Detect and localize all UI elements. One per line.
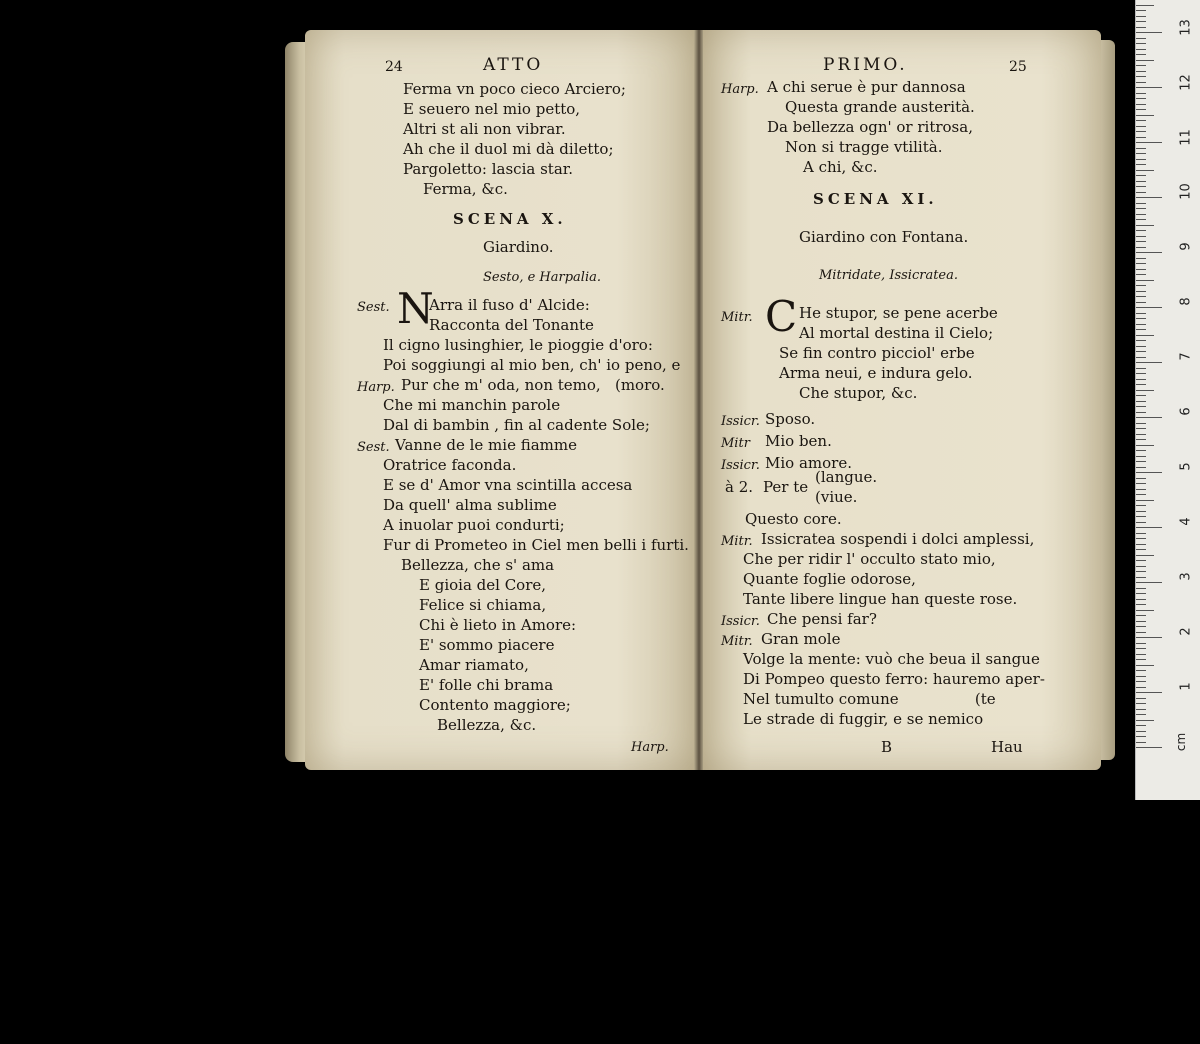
song-line: E' folle chi brama	[419, 676, 554, 694]
catchword: Harp.	[631, 740, 669, 755]
ruler-tick	[1136, 148, 1146, 149]
speaker-label: Mitr.	[721, 634, 753, 649]
ruler-tick	[1136, 236, 1146, 237]
ruler-tick	[1136, 186, 1146, 187]
drop-capital: N	[397, 284, 434, 333]
verse-line: Tante libere lingue han queste rose.	[743, 590, 1018, 608]
dialogue-text: Mio amore.	[765, 454, 852, 472]
ruler-number: 3	[1178, 572, 1194, 581]
ruler-tick	[1136, 285, 1146, 286]
ruler-tick	[1136, 170, 1154, 171]
ruler-tick	[1136, 32, 1162, 33]
ruler-tick	[1136, 714, 1146, 715]
verse-line: Non si tragge vtilità.	[785, 138, 943, 156]
ruler-tick	[1136, 692, 1162, 693]
ruler-tick	[1136, 445, 1154, 446]
ruler-tick	[1136, 555, 1154, 556]
ruler-tick	[1136, 65, 1146, 66]
verse-line: Vanne de le mie fiamme	[395, 436, 577, 454]
ruler-tick	[1136, 71, 1146, 72]
verse-line: Quante foglie odorose,	[743, 570, 916, 588]
ruler-tick	[1136, 742, 1146, 743]
ruler-tick	[1136, 390, 1154, 391]
song-line: Felice si chiama,	[419, 596, 547, 614]
ruler-tick	[1136, 291, 1146, 292]
verse-line: Di Pompeo questo ferro: hauremo aper-	[743, 670, 1045, 688]
speaker-label: Mitr.	[721, 310, 753, 325]
ruler-tick	[1136, 681, 1146, 682]
verse-line: Volge la mente: vuò che beua il sangue	[743, 650, 1040, 668]
ruler-tick	[1136, 434, 1146, 435]
verse-line: Ferma vn poco cieco Arciero;	[403, 80, 626, 98]
running-head: ATTO	[483, 55, 544, 75]
ruler-tick	[1136, 263, 1146, 264]
ruler-tick	[1136, 181, 1146, 182]
ruler-tick	[1136, 461, 1146, 462]
ruler-tick	[1136, 450, 1146, 451]
ruler-tick	[1136, 131, 1146, 132]
ruler-tick	[1136, 93, 1146, 94]
verse-line: E se d' Amor vna scintilla accesa	[383, 476, 633, 494]
ruler-tick	[1136, 731, 1146, 732]
ruler-tick	[1136, 500, 1154, 501]
ruler-tick	[1136, 43, 1146, 44]
verse-line: Le strade di fuggir, e se nemico	[743, 710, 984, 728]
ruler-tick	[1136, 384, 1146, 385]
song-line: E gioia del Core,	[419, 576, 547, 594]
ruler-tick	[1136, 538, 1146, 539]
ruler-tick	[1136, 467, 1146, 468]
ruler-tick	[1136, 610, 1154, 611]
ruler-tick	[1136, 401, 1146, 402]
scene-persons: Sesto, e Harpalia.	[483, 270, 601, 285]
verse-line: Racconta del Tonante	[429, 316, 594, 334]
ruler-tick	[1136, 665, 1154, 666]
verse-line: Questo core.	[745, 510, 842, 528]
ruler-tick	[1136, 208, 1146, 209]
ruler-tick	[1136, 736, 1146, 737]
ruler-tick	[1136, 637, 1162, 638]
ruler-tick	[1136, 439, 1146, 440]
ruler-tick	[1136, 296, 1146, 297]
ruler-tick	[1136, 219, 1146, 220]
ruler-tick	[1136, 709, 1146, 710]
verse-line: Che stupor, &c.	[799, 384, 918, 402]
ruler-number: 10	[1178, 183, 1194, 200]
ruler-tick	[1136, 76, 1146, 77]
brace-word-langue: langue.	[820, 468, 878, 486]
ruler-tick	[1136, 395, 1146, 396]
verse-line: E seuero nel mio petto,	[403, 100, 581, 118]
ruler-tick	[1136, 687, 1146, 688]
verse-line: A chi serue è pur dannosa	[767, 78, 966, 96]
brace-line-top: (langue.	[815, 468, 878, 486]
ruler-tick	[1136, 456, 1146, 457]
ruler-tick	[1136, 27, 1146, 28]
ruler-tick	[1136, 153, 1146, 154]
ruler-tick	[1136, 571, 1146, 572]
ruler-tick	[1136, 626, 1146, 627]
ruler-tick	[1136, 87, 1162, 88]
ruler-tick	[1136, 522, 1146, 523]
verse-line: Ferma, &c.	[423, 180, 508, 198]
ruler-tick	[1136, 516, 1146, 517]
song-line: Chi è lieto in Amore:	[419, 616, 577, 634]
running-head: PRIMO.	[823, 55, 908, 75]
ruler-tick	[1136, 230, 1146, 231]
speaker-label: Issicr.	[721, 414, 760, 429]
ruler-number: 8	[1178, 297, 1194, 306]
ruler-tick	[1136, 324, 1146, 325]
ruler-tick	[1136, 654, 1146, 655]
ruler-tick	[1136, 544, 1146, 545]
speaker-label: Mitr.	[721, 534, 753, 549]
scene-persons: Mitridate, Issicratea.	[819, 268, 959, 283]
song-line: Bellezza, &c.	[437, 716, 537, 734]
scene-heading: SCENA X.	[453, 210, 567, 228]
ruler-number: 9	[1178, 242, 1194, 251]
verse-line: Da bellezza ogn' or ritrosa,	[767, 118, 973, 136]
speaker-label: Harp.	[357, 380, 395, 395]
ruler-tick	[1136, 670, 1146, 671]
ruler-tick	[1136, 318, 1146, 319]
verse-line: Che mi manchin parole	[383, 396, 561, 414]
song-line: E' sommo piacere	[419, 636, 555, 654]
ruler-tick	[1136, 307, 1162, 308]
ruler-tick	[1136, 98, 1146, 99]
scene-place: Giardino con Fontana.	[799, 228, 969, 246]
ruler-tick	[1136, 214, 1146, 215]
ruler-tick	[1136, 604, 1146, 605]
ruler-tick	[1136, 472, 1162, 473]
ruler-tick	[1136, 247, 1146, 248]
verse-line: Al mortal destina il Cielo;	[799, 324, 994, 342]
ruler-tick	[1136, 362, 1162, 363]
verse-line: Ah che il duol mi dà diletto;	[403, 140, 614, 158]
ruler-tick	[1136, 483, 1146, 484]
ruler-number: 11	[1178, 129, 1194, 146]
ruler-tick	[1136, 599, 1146, 600]
ruler-tick	[1136, 373, 1146, 374]
dialogue-text: Per te	[763, 478, 809, 496]
scene-heading: SCENA XI.	[813, 190, 938, 208]
verse-line: Fur di Prometeo in Ciel men belli i furti.	[383, 536, 689, 554]
ruler-number: 12	[1178, 74, 1194, 91]
ruler-tick	[1136, 593, 1146, 594]
ruler-number: 7	[1178, 352, 1194, 361]
ruler-tick	[1136, 566, 1146, 567]
speaker-label: Sest.	[357, 440, 390, 455]
ruler-tick	[1136, 335, 1154, 336]
ruler-tick	[1136, 38, 1146, 39]
verse-line: Che per ridir l' occulto stato mio,	[743, 550, 996, 568]
verse-line: Pur che m' oda, non temo, (moro.	[401, 376, 665, 394]
ruler-tick	[1136, 621, 1146, 622]
verse-line: Questa grande austerità.	[785, 98, 975, 116]
speaker-label: Harp.	[721, 82, 759, 97]
ruler-tick	[1136, 676, 1146, 677]
speaker-label: Issicr.	[721, 614, 760, 629]
verse-line: A chi, &c.	[803, 158, 878, 176]
verse-line: Oratrice faconda.	[383, 456, 517, 474]
ruler-tick	[1136, 21, 1146, 22]
ruler-tick	[1136, 417, 1162, 418]
ruler-number: 4	[1178, 517, 1194, 526]
ruler-tick	[1136, 329, 1146, 330]
ruler-tick	[1136, 274, 1146, 275]
speaker-label: Sest.	[357, 300, 390, 315]
ruler-tick	[1136, 54, 1146, 55]
ruler-tick	[1136, 725, 1146, 726]
ruler-tick	[1136, 269, 1146, 270]
ruler-tick	[1136, 505, 1146, 506]
ruler-tick	[1136, 60, 1154, 61]
scene-place: Giardino.	[483, 238, 554, 256]
open-book	[285, 22, 1115, 774]
signature-mark: B	[881, 738, 893, 756]
ruler-tick	[1136, 494, 1146, 495]
ruler-tick	[1136, 159, 1146, 160]
speaker-label: Mitr	[721, 436, 750, 451]
ruler-tick	[1136, 577, 1146, 578]
ruler-tick	[1136, 302, 1146, 303]
ruler-tick	[1136, 115, 1154, 116]
ruler-tick	[1136, 698, 1146, 699]
speaker-label: à 2.	[725, 478, 754, 496]
catchword: Hau	[991, 738, 1023, 756]
ruler-tick	[1136, 423, 1146, 424]
ruler-tick	[1136, 747, 1162, 748]
verse-line: Nel tumulto comune (te	[743, 690, 996, 708]
ruler-tick	[1136, 109, 1146, 110]
ruler-tick	[1136, 175, 1146, 176]
ruler-tick	[1136, 720, 1154, 721]
ruler-tick	[1136, 489, 1146, 490]
ruler-tick	[1136, 588, 1146, 589]
verse-line: Se fin contro picciol' erbe	[779, 344, 975, 362]
ruler-tick	[1136, 203, 1146, 204]
verse-line: Issicratea sospendi i dolci amplessi,	[761, 530, 1035, 548]
ruler-tick	[1136, 137, 1146, 138]
ruler-tick	[1136, 5, 1154, 6]
verse-line: Altri st ali non vibrar.	[403, 120, 566, 138]
ruler-tick	[1136, 412, 1146, 413]
dialogue-text: Sposo.	[765, 410, 816, 428]
ruler-tick	[1136, 346, 1146, 347]
ruler-number: 13	[1178, 19, 1194, 36]
verse-line: A inuolar puoi condurti;	[383, 516, 565, 534]
ruler-number: 1	[1178, 682, 1194, 691]
ruler-tick	[1136, 164, 1146, 165]
ruler-tick	[1136, 351, 1146, 352]
ruler-tick	[1136, 252, 1162, 253]
ruler-tick	[1136, 16, 1146, 17]
ruler-tick	[1136, 192, 1146, 193]
ruler-tick	[1136, 478, 1146, 479]
speaker-label: Issicr.	[721, 458, 760, 473]
ruler-tick	[1136, 120, 1146, 121]
ruler-tick	[1136, 582, 1162, 583]
verse-line: Arra il fuso d' Alcide:	[429, 296, 590, 314]
ruler-tick	[1136, 527, 1162, 528]
ruler-tick	[1136, 632, 1146, 633]
ruler-tick	[1136, 280, 1154, 281]
song-line: Amar riamato,	[419, 656, 529, 674]
ruler-number: 6	[1178, 407, 1194, 416]
verse-line: Il cigno lusinghier, le pioggie d'oro:	[383, 336, 653, 354]
verse-line: Arma neui, e indura gelo.	[779, 364, 973, 382]
drop-capital: C	[765, 292, 798, 341]
brace-line-bottom: (viue.	[815, 488, 858, 506]
measurement-ruler	[1135, 0, 1200, 800]
verse-line: Pargoletto: lascia star.	[403, 160, 574, 178]
ruler-tick	[1136, 368, 1146, 369]
ruler-unit: cm	[1174, 732, 1189, 752]
right-page	[703, 30, 1101, 770]
ruler-tick	[1136, 703, 1146, 704]
ruler-tick	[1136, 615, 1146, 616]
ruler-tick	[1136, 82, 1146, 83]
ruler-tick	[1136, 549, 1146, 550]
verse-line: He stupor, se pene acerbe	[799, 304, 998, 322]
song-line: Contento maggiore;	[419, 696, 571, 714]
verse-line: Dal di bambin , fin al cadente Sole;	[383, 416, 650, 434]
ruler-tick	[1136, 49, 1146, 50]
ruler-tick	[1136, 533, 1146, 534]
ruler-tick	[1136, 357, 1146, 358]
verse-line: Poi soggiungi al mio ben, ch' io peno, e	[383, 356, 681, 374]
verse-line: Gran mole	[761, 630, 841, 648]
ruler-tick	[1136, 10, 1146, 11]
verse-line: Da quell' alma sublime	[383, 496, 557, 514]
brace-word-viue: viue.	[820, 488, 858, 506]
ruler-tick	[1136, 659, 1146, 660]
dialogue-text: Mio ben.	[765, 432, 832, 450]
ruler-number: 2	[1178, 627, 1194, 636]
ruler-tick	[1136, 643, 1146, 644]
ruler-tick	[1136, 428, 1146, 429]
ruler-tick	[1136, 241, 1146, 242]
ruler-tick	[1136, 104, 1146, 105]
ruler-number: 5	[1178, 462, 1194, 471]
page-number: 25	[1009, 59, 1027, 75]
ruler-tick	[1136, 560, 1146, 561]
page-number: 24	[385, 59, 403, 75]
ruler-tick	[1136, 648, 1146, 649]
song-line: Bellezza, che s' ama	[401, 556, 555, 574]
ruler-tick	[1136, 197, 1162, 198]
verse-line: Che pensi far?	[767, 610, 877, 628]
ruler-tick	[1136, 225, 1154, 226]
ruler-tick	[1136, 313, 1146, 314]
ruler-tick	[1136, 379, 1146, 380]
ruler-tick	[1136, 511, 1146, 512]
ruler-tick	[1136, 258, 1146, 259]
ruler-tick	[1136, 340, 1146, 341]
ruler-tick	[1136, 126, 1146, 127]
ruler-tick	[1136, 142, 1162, 143]
ruler-tick	[1136, 406, 1146, 407]
left-page	[305, 30, 695, 770]
